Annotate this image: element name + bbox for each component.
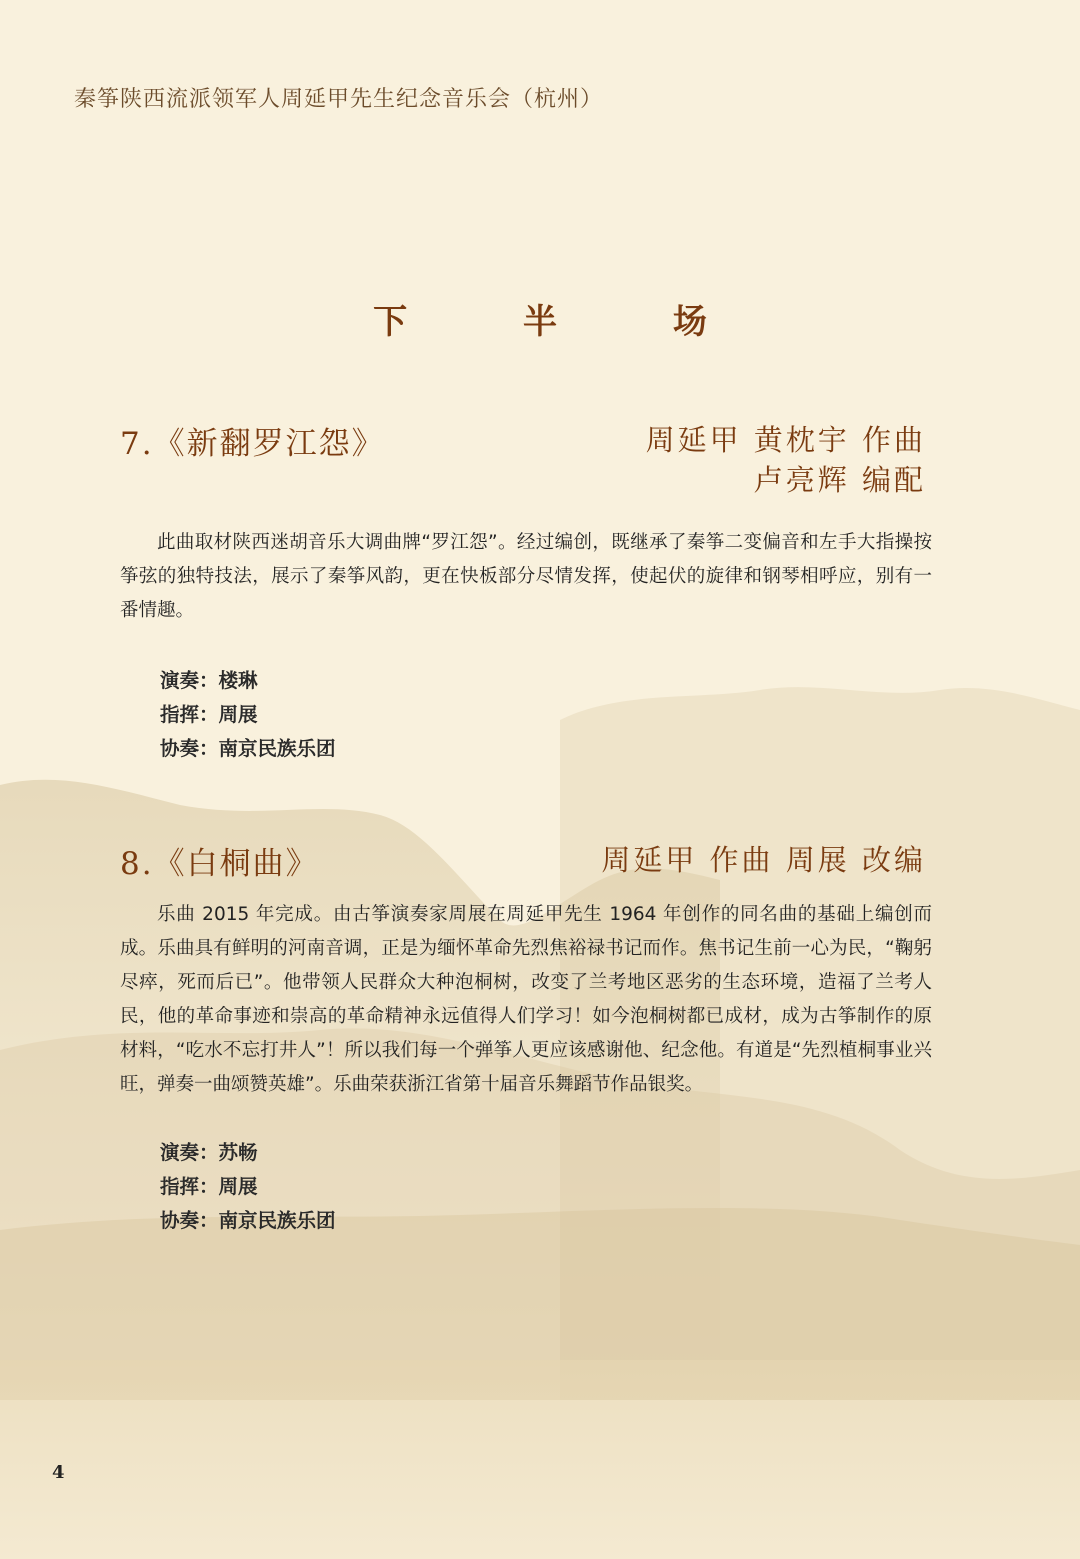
performer-list: [160, 1136, 336, 1238]
composer-credit: 周延甲 作曲 周展 改编: [601, 843, 926, 877]
accompaniment-row: [160, 732, 336, 766]
accompaniment-name: 南京民族乐团: [218, 737, 336, 760]
piece-title: 7.《新翻罗江怨》: [120, 426, 385, 462]
concert-header: 秦筝陕西流派领军人周延甲先生纪念音乐会（杭州）: [74, 87, 604, 112]
page-number: 4: [52, 1462, 65, 1483]
piece-title: 8.《白桐曲》: [120, 846, 319, 882]
conductor-row: [160, 698, 336, 732]
performer-list: [160, 664, 336, 766]
section-title: 下 半 场: [373, 302, 759, 342]
conductor-label: 指挥：: [160, 1175, 219, 1198]
piece-description: 此曲取材陕西迷胡音乐大调曲牌“罗江怨”。经过编创，既继承了秦筝二变偏音和左手大指操按筝弦的独特技法，展示了秦筝风韵，更在快板部分尽情发挥，使起伏的旋律和钢琴相呼应，别有一番情趣。: [120, 532, 932, 621]
performer-row: [160, 664, 336, 698]
performer-name: 苏畅: [218, 1141, 258, 1164]
accompaniment-label: 协奏：: [160, 1209, 219, 1232]
arranger-credit: 卢亮辉 编配: [753, 463, 926, 497]
conductor-name: 周展: [218, 1175, 258, 1198]
performer-label: 演奏：: [160, 1141, 219, 1164]
accompaniment-label: 协奏：: [160, 737, 219, 760]
conductor-row: [160, 1170, 336, 1204]
performer-label: 演奏：: [160, 669, 219, 692]
accompaniment-row: [160, 1204, 336, 1238]
piece-description: 乐曲 2015 年完成。由古筝演奏家周展在周延甲先生 1964 年创作的同名曲的基础上编创而成。乐曲具有鲜明的河南音调，正是为缅怀革命先烈焦裕禄书记而作。焦书记生前一心为民，“鞠躬尽瘁，死而后已”。他带领人民群众大种泡桐树，改变了兰考地区恶劣的生态环境，造福了兰考人民，他的革命事迹和崇高的革命精神永远值得人们学习！如今泡桐树都已成材，成为古筝制作的原材料，“吃水不忘打井人”！所以我们每一个弹筝人更应该感谢他、纪念他。有道是“先烈植桐事业兴旺，弹奏一曲颂赞英雄”。乐曲荣获浙江省第十届音乐舞蹈节作品银奖。: [120, 904, 932, 1095]
performer-name: 楼琳: [218, 669, 258, 692]
conductor-label: 指挥：: [160, 703, 219, 726]
conductor-name: 周展: [218, 703, 258, 726]
performer-row: [160, 1136, 336, 1170]
accompaniment-name: 南京民族乐团: [218, 1209, 336, 1232]
composer-credit: 周延甲 黄枕宇 作曲: [645, 423, 926, 457]
